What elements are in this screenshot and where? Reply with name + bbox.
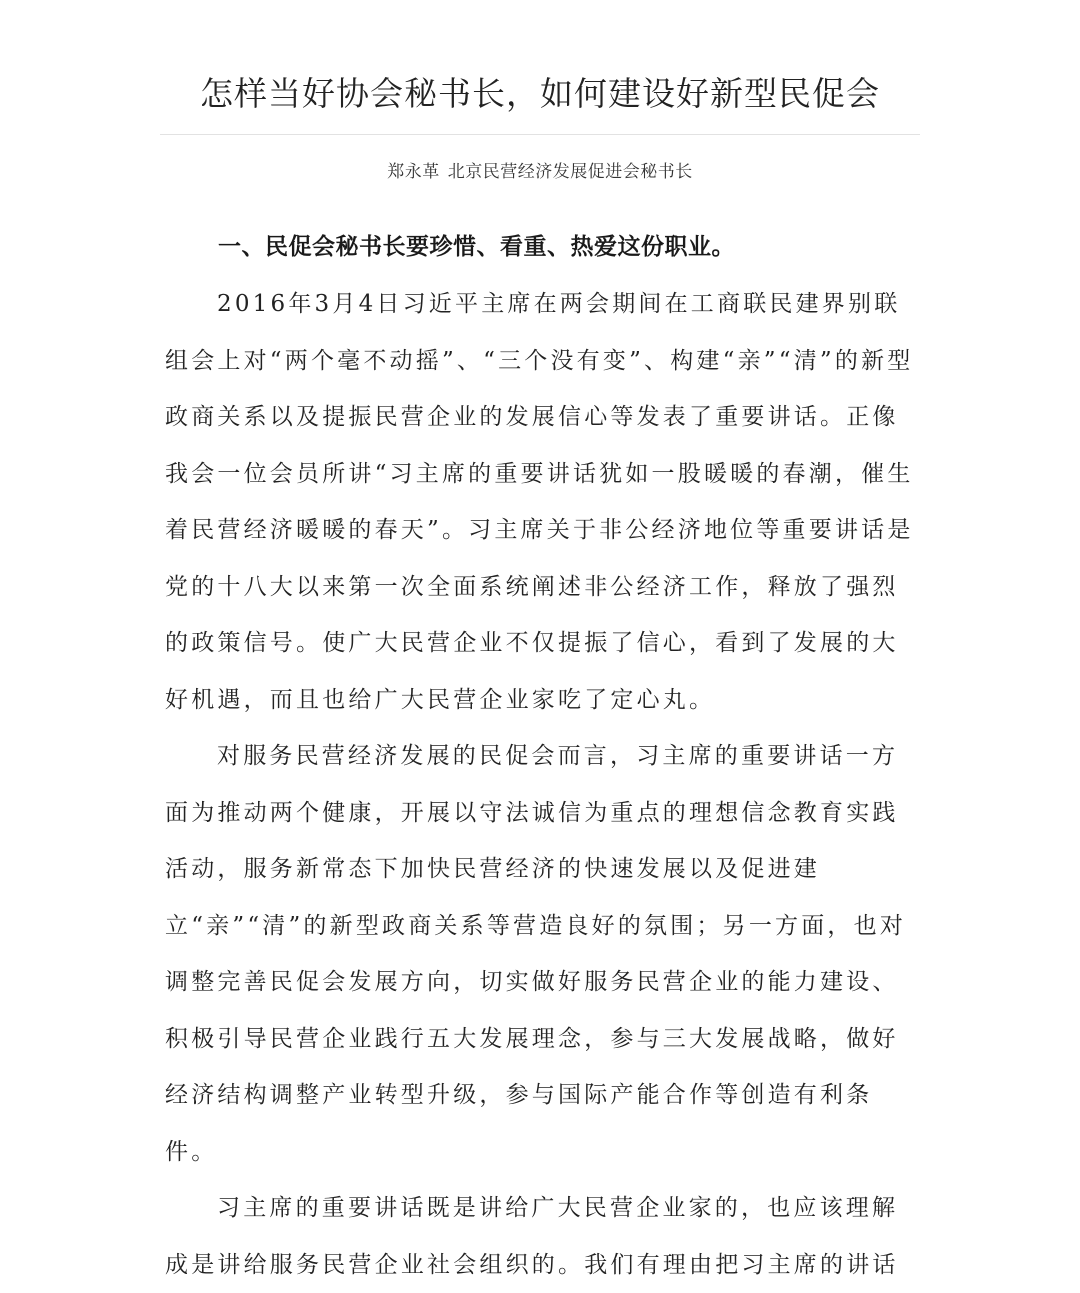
body-text <box>165 276 917 1293</box>
paragraph: 2016年3月4日习近平主席在两会期间在工商联民建界别联组会上对“两个毫不动摇”、“三个没有变”、构建“亲”“清”的新型政商关系以及提振民营企业的发展信心等发表了重要讲话。正像我会一位会员所讲“习主席的重要讲话犹如一股暖暖的春潮，催生着民营经济暖暖的春天”。习主席关于非公经济地位等重要讲话是党的十八大以来第一次全面系统阐述非公经济工作，释放了强烈的政策信号。使广大民营企业不仅提振了信心，看到了发展的大好机遇，而且也给广大民营企业家吃了定心丸。 <box>165 291 914 713</box>
document-title: 怎样当好协会秘书长，如何建设好新型民促会 <box>200 74 880 113</box>
byline <box>0 157 1080 182</box>
section-heading: 一、民促会秘书长要珍惜、看重、热爱这份职业。 <box>218 233 735 260</box>
paragraph: 对服务民营经济发展的民促会而言，习主席的重要讲话一方面为推动两个健康，开展以守法诚信为重点的理想信念教育实践活动，服务新常态下加快民营经济的快速发展以及促进建立“亲”“清”的新型政商关系等营造良好的氛围；另一方面，也对调整完善民促会发展方向，切实做好服务民营企业的能力建设、积极引导民营企业践行五大发展理念，参与三大发展战略，做好经济结构调整产业转型升级，参与国际产能合作等创造有利条件。 <box>165 743 907 1165</box>
author-position: 北京民营经济发展促进会秘书长 <box>447 162 693 182</box>
title-divider <box>160 134 920 135</box>
author-name: 郑永革 <box>387 162 440 182</box>
paragraph: 习主席的重要讲话既是讲给广大民营企业家的，也应该理解成是讲给服务民营企业社会组织的。我们有理由把习主席的讲话 <box>165 1195 899 1278</box>
